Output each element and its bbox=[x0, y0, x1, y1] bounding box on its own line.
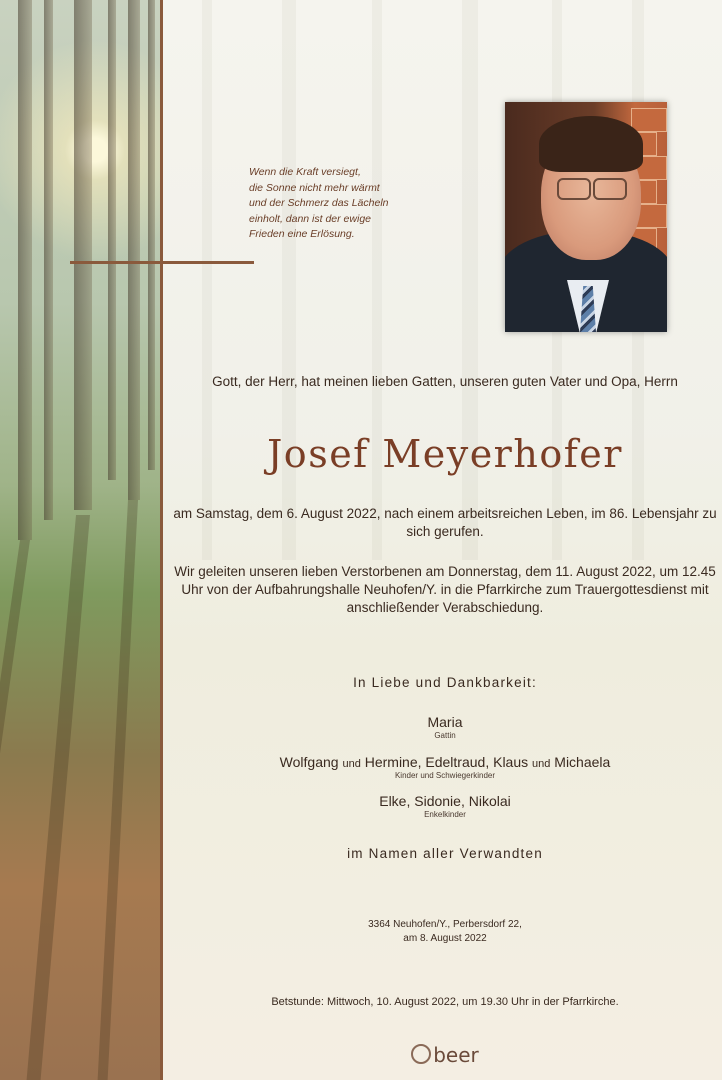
intro-text: Gott, der Herr, hat meinen lieben Gatten, unseren guten Vater und Opa, Herrn bbox=[212, 374, 678, 389]
child-name: Michaela bbox=[554, 754, 611, 770]
conjunction: und bbox=[342, 758, 361, 770]
logo-text: beer bbox=[433, 1043, 479, 1067]
verse-text: Wenn die Kraft versiegt, die Sonne nicht mehr wärmt und der Schmerz das Lächeln einholt, dann ist der ewige Frieden eine Erlösung. bbox=[249, 166, 389, 240]
funeral-notice: Wir geleiten unseren lieben Verstorbenen am Donnerstag, dem 11. August 2022, um 12.45 Uhr von der Aufbahrungshalle Neuhofen/Y. in die Pfarrkirche zum Trauergottesdienst mit anschließender Verabschiedung. bbox=[174, 564, 716, 615]
spouse-role: Gattin bbox=[434, 731, 456, 740]
address-line-2: am 8. August 2022 bbox=[403, 933, 487, 944]
children-names bbox=[170, 754, 720, 770]
forest-image bbox=[0, 0, 160, 1080]
gratitude-heading: In Liebe und Dankbarkeit: bbox=[353, 675, 537, 690]
prayer-notice: Betstunde: Mittwoch, 10. August 2022, um 19.30 Uhr in der Pfarrkirche. bbox=[271, 996, 619, 1008]
spouse-name: Maria bbox=[427, 714, 463, 730]
address-block bbox=[170, 918, 720, 946]
children-names-middle: Hermine, Edeltraud, Klaus bbox=[364, 754, 529, 770]
death-notice: am Samstag, dem 6. August 2022, nach einem arbeitsreichen Leben, im 86. Lebensjahr zu sich gerufen. bbox=[173, 506, 717, 539]
logo-mark-icon bbox=[411, 1044, 431, 1064]
children-entry bbox=[170, 754, 720, 780]
portrait-photo bbox=[505, 102, 667, 332]
relatives-text: im Namen aller Verwandten bbox=[347, 846, 543, 861]
children-role: Kinder und Schwiegerkinder bbox=[394, 771, 496, 780]
spouse-entry bbox=[170, 714, 720, 740]
grandchildren-entry bbox=[170, 793, 720, 819]
conjunction: und bbox=[532, 758, 551, 770]
deceased-name: Josef Meyerhofer bbox=[267, 432, 623, 476]
cross-horizontal-bar bbox=[70, 261, 254, 264]
grandchildren-names: Elke, Sidonie, Nikolai bbox=[379, 793, 511, 809]
beer-logo bbox=[170, 1043, 720, 1067]
address-line-1: 3364 Neuhofen/Y., Perbersdorf 22, bbox=[368, 919, 522, 930]
grandchildren-role: Enkelkinder bbox=[424, 810, 466, 819]
cross-vertical-bar bbox=[160, 0, 163, 1080]
child-name: Wolfgang bbox=[279, 754, 339, 770]
